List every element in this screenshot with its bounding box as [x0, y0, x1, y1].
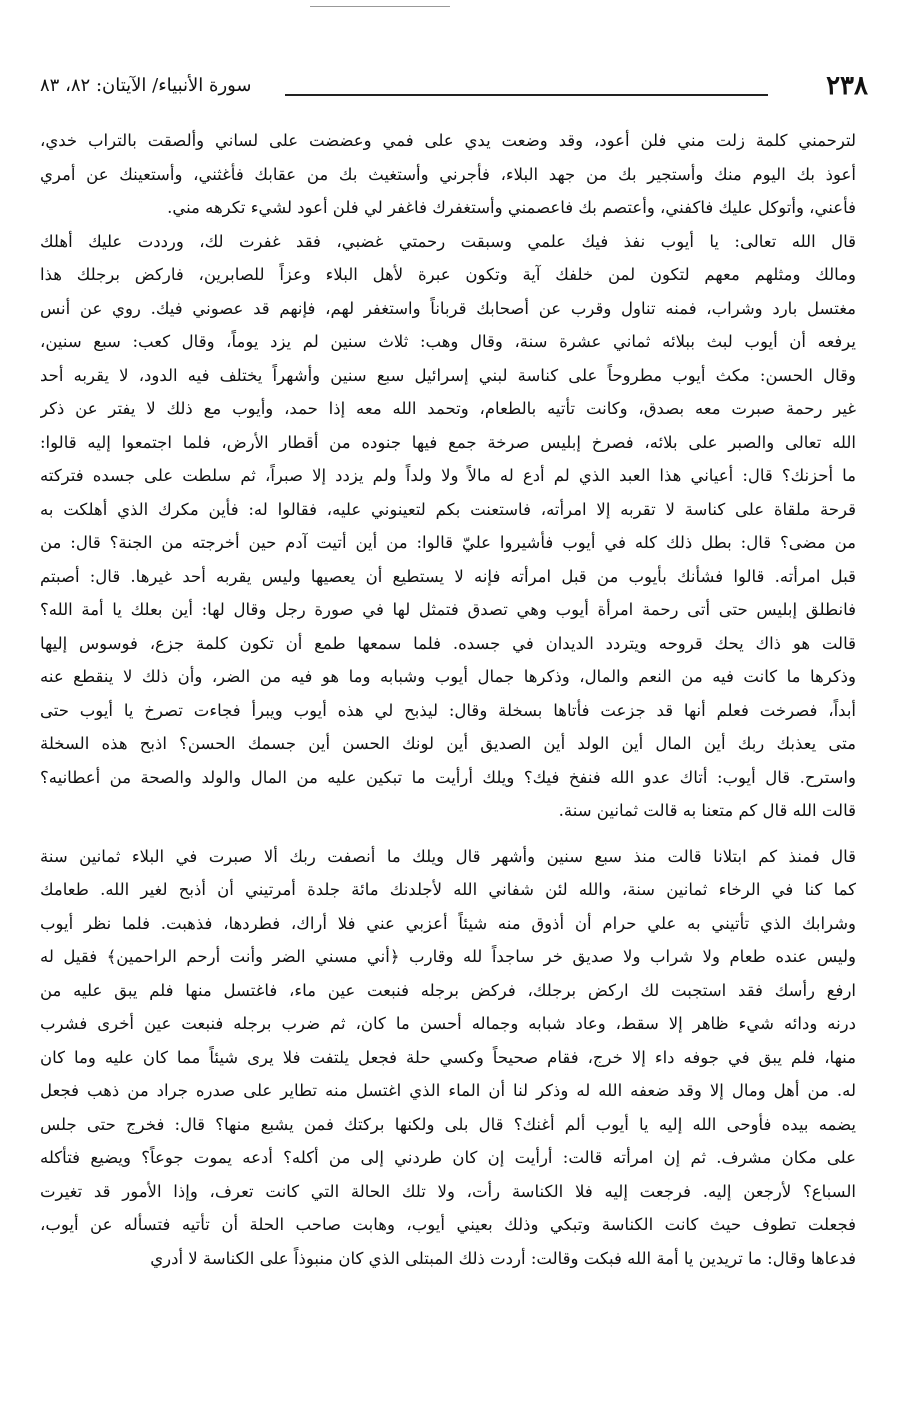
- text-line: وقال الحسن: مكث أيوب مطروحاً على كناسة لبني إسرائيل سبع سنين وأشهراً يختلف فيه الدود، لا يقربه أحد: [40, 365, 856, 385]
- running-title: سورة الأنبياء/ الآيتان: ٨٢، ٨٣: [40, 75, 252, 96]
- text-line: درنه ودائه شيء ظاهر إلا سقط، وعاد شبابه وجماله أحسن ما كان، ثم ضرب برجله فنبعت عين أخرى فشرب: [40, 1014, 856, 1033]
- text-line: أبداً، فصرخت فعلم أنها قد جزعت فأتاها بسخلة وقال: ليذبح لي هذه أيوب ويبرأ فجاءت تصرخ يا أيوب حتى: [40, 700, 856, 720]
- paragraph: [40, 124, 856, 225]
- text-line: ومالك ومثلهم معهم لتكون لمن خلفك آية وتكون عبرة لأهل البلاء وعزاً للصابرين، فاركض برجلك هذا: [40, 265, 856, 284]
- page-header: [40, 70, 868, 106]
- paragraph-gap: [40, 828, 856, 840]
- text-line: غير رحمة صبرت معه بصدق، وكانت تأتيه بالطعام، وتحمد الله معه إذا حمد، وأيوب مع ذلك لا يفتر عن ذكر: [40, 399, 856, 418]
- text-line: فجعلت تطوف حيث كانت الكناسة وتبكي وذلك بعيني أيوب، وهابت صاحب الحلة أن تأتيه فتسأله عن أيوب،: [40, 1215, 856, 1234]
- body-text: [40, 124, 856, 1275]
- text-line: قبل امرأته. قالوا فشأنك بأيوب من قبل امرأته فإنه لا يستطيع أن يعصيها وليس يقربه أحد غيرها. قال: أصبتم: [40, 566, 856, 586]
- text-line: قرحة ملقاة على كناسة لا تقربه إلا امرأته، فاستعنت بكم لتعينوني عليه، فقالوا له: فأين مكرك الذي أهلكت به: [40, 499, 856, 519]
- text-line: منها، فلم يبق في جوفه داء إلا خرج، فقام صحيحاً وكسي حلة فجعل يلتفت فلا يرى شيئاً مما كان عليه وما كان: [40, 1047, 856, 1067]
- text-line: ما أحزنك؟ قال: أعياني هذا العبد الذي لم أدع له مالاً ولا ولداً ولم يزدد إلا صبراً، ثم سلطت على جسده فتركته: [40, 466, 856, 485]
- text-line: وليس عنده طعام ولا شراب ولا صديق خر ساجداً لله وقارب ﴿أني مسني الضر وأنت أرحم الراحمين﴾ فقيل له: [40, 947, 856, 966]
- text-line: يرفعه أن أيوب لبث ببلائه ثماني عشرة سنة، وقال وهب: ثلاث سنين لم يزد يوماً، وقال كعب: سبع سنين،: [40, 332, 856, 351]
- text-line: فانطلق إبليس حتى أتى رحمة امرأة أيوب وهي تصدق فتمثل لها في صورة رجل وقال لها: أين بعلك يا أمة الله؟: [40, 600, 856, 619]
- paragraph: [40, 840, 856, 1276]
- header-rule: [285, 94, 768, 96]
- text-line: على مكان مشرف. ثم إن امرأته قالت: أرأيت إن كان طردني إلى من أكله؟ أدعه يموت جوعاً؟ ويضيع فتأكله: [40, 1148, 856, 1167]
- text-line: السباع؟ لأرجعن إليه. فرجعت إليه فلا الكناسة رأت، ولا تلك الحالة التي كانت تعرف، وإذا الأمور قد تغيرت: [40, 1181, 856, 1201]
- text-line: لترحمني كلمة زلت مني فلن أعود، وقد وضعت يدي على فمي وعضضت على لساني وألصقت بالتراب خدي،: [40, 131, 856, 150]
- text-line: وشرابك الذي تأتيني به علي حرام أن أذوق منه شيئاً أعزبي عني فلا أراك، فطردها، فذهبت. فلما نظر أيوب: [40, 913, 856, 933]
- text-line: له. من أهل ومال إلا وقد ضعفه الله له وذكر لنا أن الماء الذي اغتسل منه تطاير على صدره جراد من ذهب فجعل: [40, 1081, 856, 1100]
- text-line: قال الله تعالى: يا أيوب نفذ فيك علمي وسبقت رحمتي غضبي، فقد غفرت لك، ورددت عليك أهلك: [40, 231, 856, 251]
- text-line: يضمه بيده فأوحى الله إليه يا أيوب ألم أغنك؟ قال بلى ولكنها بركتك فمن يشبع منها؟ قال: فخرج حتى جلس: [40, 1114, 856, 1134]
- text-line: أعوذ بك اليوم منك وأستجير بك من جهد البلاء، فأجرني وأستغيث بك من عقابك فأغثني، وأستعينك عن أمري: [40, 164, 856, 184]
- text-line: واسترح. قال أيوب: أتاك عدو الله فنفخ فيك؟ ويلك أرأيت ما تبكين عليه من المال والولد والصحة من أعطانيه؟: [40, 767, 856, 787]
- paragraph: [40, 225, 856, 828]
- text-line: وذكرها ما كانت فيه من النعم والمال، وذكرها جمال أيوب وشبابه وما هو فيه من الضر، وأن ذلك لا ينقطع عنه: [40, 667, 856, 686]
- page-number: ٢٣٨: [826, 71, 868, 101]
- text-line: فأعني، وأتوكل عليك فاكفني، وأعتصم بك فاعصمني وأستغفرك فاغفر لي فلن أعود لشيء تكرهه مني.: [167, 198, 856, 217]
- text-line: كما كنا في الرخاء ثمانين سنة، والله لئن شفاني الله لأجلدنك مائة جلدة أمرتيني أن أذبح لغير الله. طعامك: [40, 880, 856, 899]
- top-rule: [310, 6, 450, 7]
- text-line: قالت الله قال كم متعنا به قالت ثمانين سنة.: [558, 801, 856, 820]
- text-line: مغتسل بارد وشراب، فمنه تناول وقرب عن أصحابك قرباناً واستغفر لهم، فإنهم قد عصوني فيك. روي عن أنس: [40, 298, 856, 318]
- text-line: الله تعالى والصبر على بلائه، فصرخ إبليس صرخة جمع فيها جنوده من أقطار الأرض، فلما اجتمعوا إليه قالوا:: [40, 432, 856, 452]
- text-line: متى يعذبك ربك أين المال أين الولد أين الصديق أين لونك الحسن أين جسمك الحسن؟ اذبح هذه السخلة: [40, 734, 856, 753]
- text-line: من مضى؟ قال: بطل ذلك كله في أيوب فأشيروا عليّ قالوا: من أين أتيت آدم حين أخرجته من الجنة؟ قال: من: [40, 533, 856, 552]
- text-line: ارفع رأسك فقد استجبت لك اركض برجلك، فركض برجله فنبعت عين ماء، فاغتسل منها فلم يبق عليه من: [40, 980, 856, 1000]
- text-line: فدعاها وقال: ما تريدين يا أمة الله فبكت وقالت: أردت ذلك المبتلى الذي كان منبوذاً على الكناسة لا أدري: [150, 1248, 856, 1268]
- text-line: قالت هو ذاك يحك قروحه ويتردد الديدان في جسده. فلما سمعها طمع أن تكون كلمة جزع، فوسوس إليها: [40, 633, 856, 653]
- text-line: قال فمنذ كم ابتلانا قالت منذ سبع سنين وأشهر قال ويلك ما أنصفت ربك ألا صبرت في البلاء ثمانين سنة: [40, 846, 856, 866]
